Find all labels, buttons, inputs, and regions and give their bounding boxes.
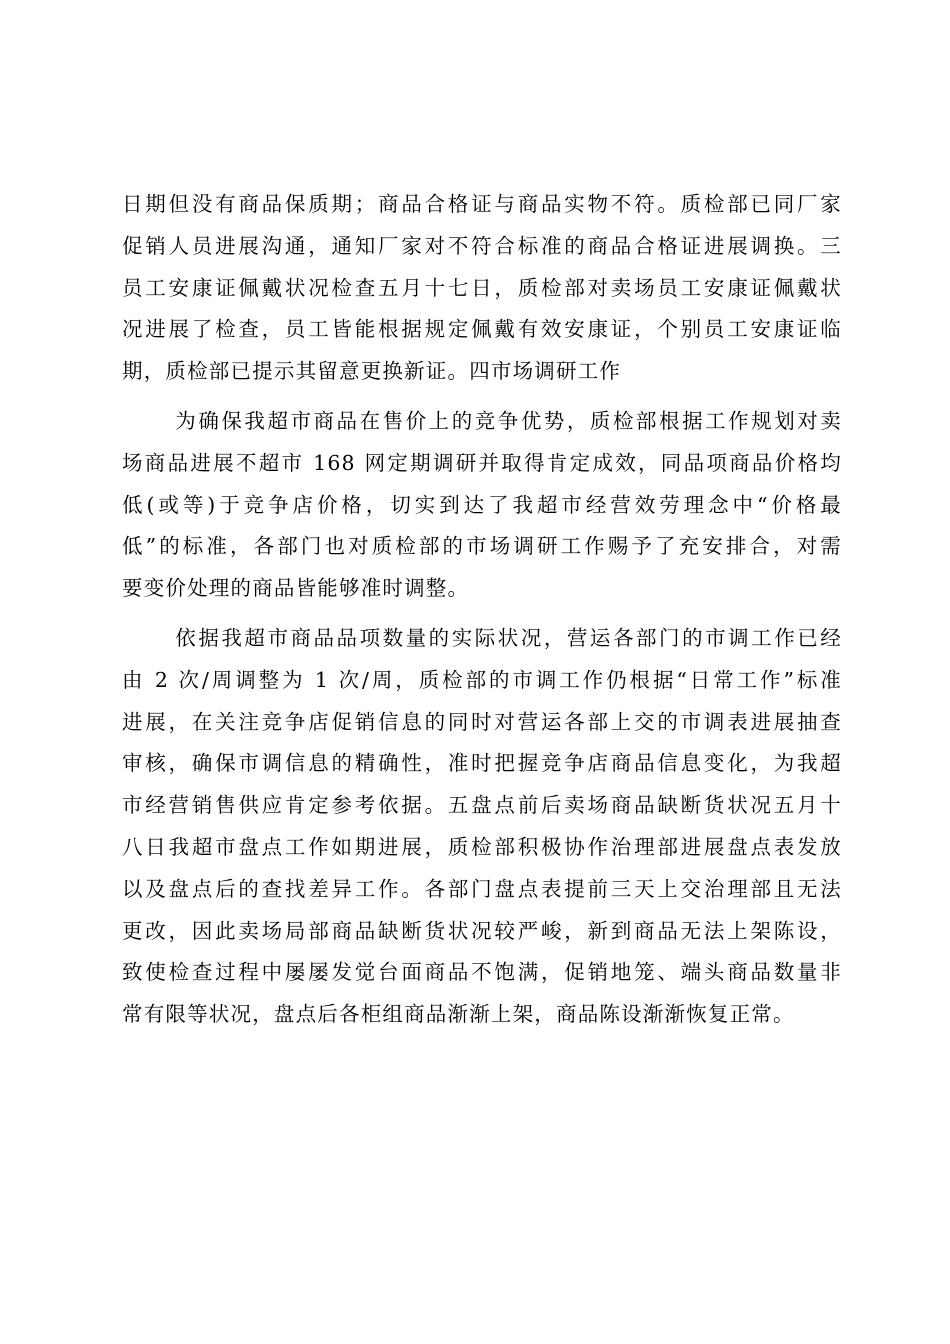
paragraph: [122, 618, 842, 1036]
text-line: 常有限等状况，盘点后各柜组商品渐渐上架，商品陈设渐渐恢复正常。: [122, 1002, 795, 1027]
text-line: 依据我超市商品品项数量的实际状况，营运各部门的市调工作已经: [175, 625, 842, 650]
paragraph: [122, 184, 842, 393]
text-line: 场商品进展不超市 168 网定期调研并取得肯定成效，同品项商品价格均: [122, 450, 842, 475]
text-line: 八日我超市盘点工作如期进展，质检部积极协作治理部进展盘点表发放: [122, 834, 842, 859]
text-line: 期，质检部已提示其留意更换新证。四市场调研工作: [122, 359, 622, 384]
text-line: 日期但没有商品保质期；商品合格证与商品实物不符。质检部已同厂家: [122, 192, 842, 216]
text-line: 为确保我超市商品在售价上的竞争优势，质检部根据工作规划对卖: [175, 408, 842, 433]
text-line: 要变价处理的商品皆能够准时调整。: [122, 576, 470, 601]
text-line: 促销人员进展沟通，通知厂家对不符合标准的商品合格证进展调换。三: [122, 233, 842, 258]
text-line: 员工安康证佩戴状况检查五月十七日，质检部对卖场员工安康证佩戴状: [122, 275, 842, 300]
text-line: 审核，确保市调信息的精确性，准时把握竞争店商品信息变化，为我超: [122, 751, 842, 776]
text-line: 致使检查过程中屡屡发觉台面商品不饱满，促销地笼、端头商品数量非: [122, 960, 842, 985]
text-line: 进展，在关注竞争店促销信息的同时对营运各部上交的市调表进展抽查: [122, 709, 842, 734]
text-line: 由 2 次/周调整为 1 次/周，质检部的市调工作仍根据“日常工作”标准: [122, 667, 842, 692]
document-body: [122, 184, 842, 1036]
text-line: 低(或等)于竞争店价格，切实到达了我超市经营效劳理念中“价格最: [122, 492, 842, 517]
text-line: 低”的标准，各部门也对质检部的市场调研工作赐予了充安排合，对需: [122, 534, 842, 559]
text-line: 以及盘点后的查找差异工作。各部门盘点表提前三天上交治理部且无法: [122, 876, 842, 901]
text-line: 市经营销售供应肯定参考依据。五盘点前后卖场商品缺断货状况五月十: [122, 793, 842, 818]
text-line: 更改，因此卖场局部商品缺断货状况较严峻，新到商品无法上架陈设，: [122, 918, 842, 943]
paragraph: [122, 401, 842, 610]
text-line: 况进展了检查，员工皆能根据规定佩戴有效安康证，个别员工安康证临: [122, 317, 842, 342]
